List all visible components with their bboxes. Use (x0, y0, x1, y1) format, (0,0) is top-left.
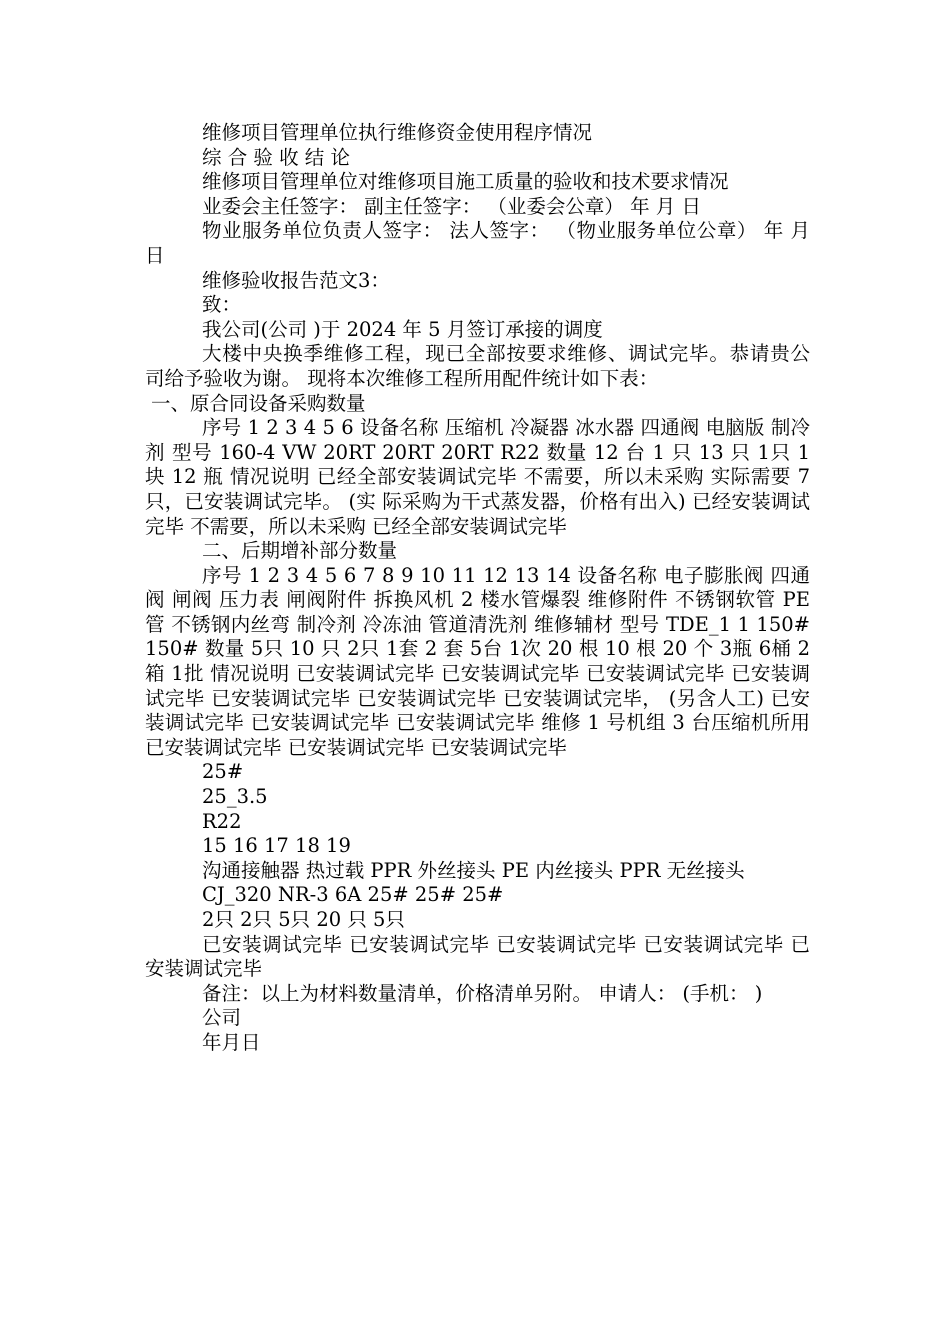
section-heading-supplementary: 二、后期增补部分数量 (202, 539, 398, 563)
paragraph-date: 年月日 (202, 1030, 261, 1054)
paragraph-supplementary-list: 序号 1 2 3 4 5 6 7 8 9 10 11 12 13 14 设备名称 电子膨胀阀 四通阀 闸阀 压力表 闸阀附件 拆换风机 2 楼水管爆裂 维修附件 不锈钢软管 PE 管 不锈钢内丝弯 制冷剂 冷冻油 管道清洗剂 维修辅材 型号 TDE_1 1 150# 150# 数量 5只 10 只 2只 1套 2 套 5台 1次 20 根 10 根 20 个 3瓶 6桶 2箱 1批 情况说明 已安装调试完毕 已安装调试完毕 已安装调试完毕 已安装调试完毕 已安装调试完毕 已安装调试完毕 已安装调试完毕， (另含人工) 已安装调试完毕 已安装调试完毕 已安装调试完毕 维修 1 号机组 3 台压缩机所用 已安装调试完毕 已安装调试完毕 已安装调试完毕 (145, 563, 810, 759)
paragraph-extra-serials: 15 16 17 18 19 (202, 834, 351, 858)
paragraph-extra-status: 已安装调试完毕 已安装调试完毕 已安装调试完毕 已安装调试完毕 已安装调试完毕 (145, 932, 810, 981)
paragraph-fund-procedure: 维修项目管理单位执行维修资金使用程序情况 (202, 121, 593, 144)
paragraph-property-service-signatures: 物业服务单位负责人签字： 法人签字： （物业服务单位公章） 年 月 日 (145, 219, 810, 267)
paragraph-completion-statement: 大楼中央换季维修工程，现已全部按要求维修、调试完毕。恭请贵公 司给予验收为谢。 现将本次维修工程所用配件统计如下表： (145, 342, 810, 390)
paragraph-quality-acceptance: 维修项目管理单位对维修项目施工质量的验收和技术要求情况 (202, 170, 729, 194)
paragraph-owners-committee-signatures: 业委会主任签字： 副主任签字： （业委会公章） 年 月 日 (202, 194, 701, 218)
paragraph-extra-names: 沟通接触器 热过载 PPR 外丝接头 PE 内丝接头 PPR 无丝接头 (202, 858, 745, 882)
paragraph-extra-models: CJ_320 NR-3 6A 25# 25# 25# (202, 883, 504, 907)
paragraph-extra-quantities: 2只 2只 5只 20 只 5只 (202, 908, 405, 931)
paragraph-remarks: 备注：以上为材料数量清单，价格清单另附。 申请人： (手机： ) (202, 981, 763, 1005)
paragraph-conclusion-heading: 综 合 验 收 结 论 (202, 145, 350, 169)
section-heading-original-contract: 一、原合同设备采购数量 (151, 391, 366, 415)
paragraph-contract-intro: 我公司(公司 )于 2024 年 5 月签订承接的调度 (202, 317, 603, 341)
paragraph-extra-line-3: R22 (202, 809, 242, 833)
paragraph-extra-line-2: 25_3.5 (202, 785, 268, 809)
paragraph-sample-title: 维修验收报告范文3： (202, 268, 390, 292)
document-body (145, 121, 810, 1056)
paragraph-extra-line-1: 25# (202, 760, 244, 784)
paragraph-company: 公司 (202, 1006, 242, 1030)
paragraph-original-equipment-list: 序号 1 2 3 4 5 6 设备名称 压缩机 冷凝器 冰水器 四通阀 电脑版 制冷剂 型号 160-4 VW 20RT 20RT 20RT R22 数量 12 台 1 只 13 只 1只 1块 12 瓶 情况说明 已经全部安装调试完毕 不需要，所以未采购 实际需要 7 只，已安装调试完毕。 (实 际采购为干式蒸发器，价格有出入) 已经安装调试完毕 不需要，所以未采购 已经全部安装调试完毕 (145, 416, 810, 538)
paragraph-salutation: 致： (202, 293, 242, 317)
